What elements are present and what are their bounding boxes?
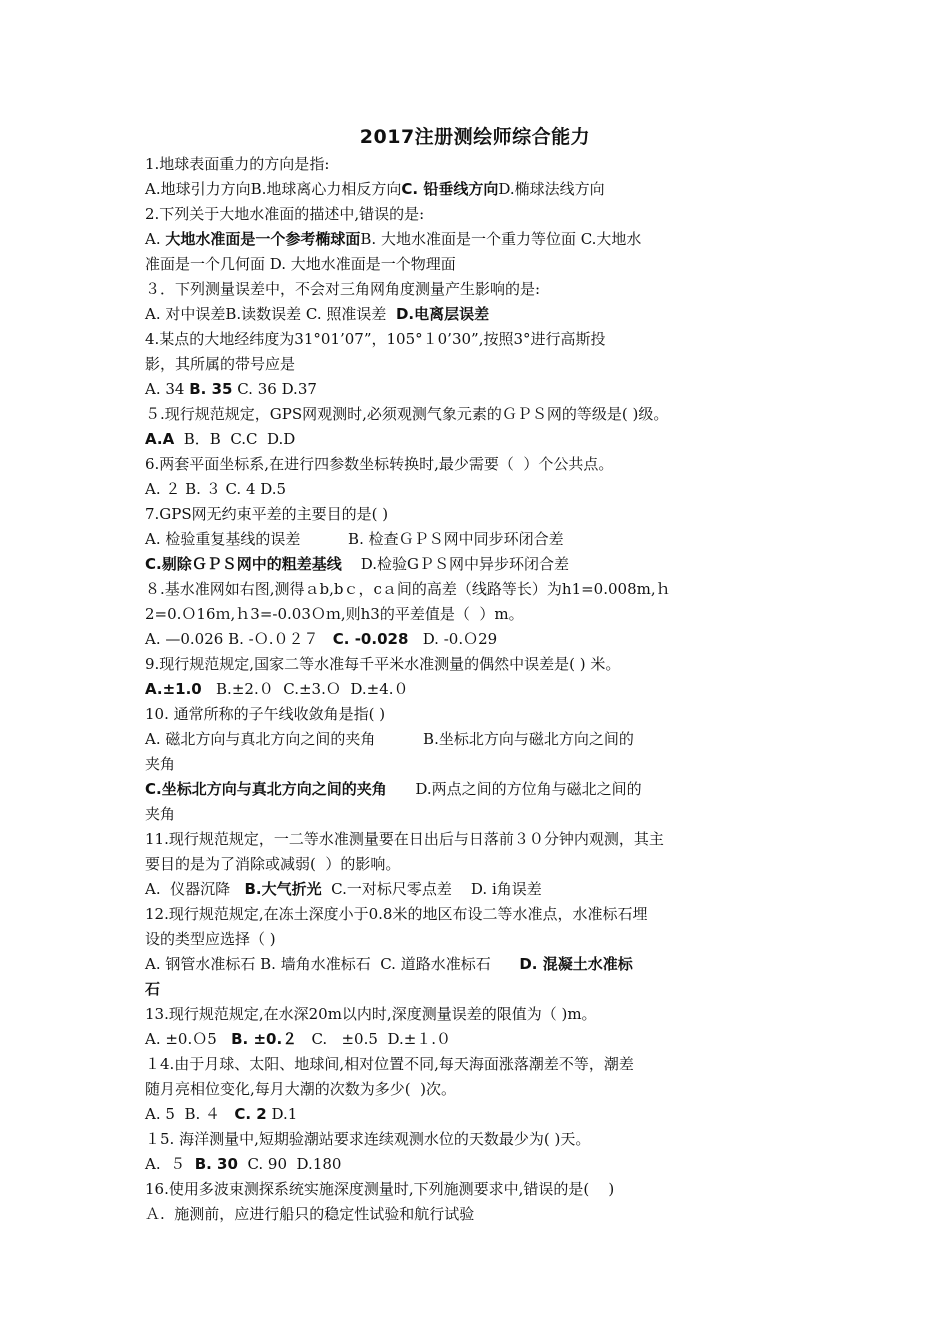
line-text: B. 大地水准面是一个重力等位面 C.大地水: [360, 230, 642, 248]
line-text: A.: [145, 230, 166, 248]
text-line: [145, 402, 805, 427]
line-text: A. 仪器沉降: [145, 880, 245, 898]
text-line: [145, 1052, 805, 1077]
text-line: [145, 177, 805, 202]
text-line: [145, 277, 805, 302]
answer-text: B. 35: [189, 380, 233, 398]
line-text: A. ±0.Ｏ5: [145, 1030, 232, 1048]
line-text: 2=0.Ｏ16ｍ,ｈ3=-0.03Ｏｍ,则h3的平差值是（ ）m。: [145, 605, 524, 623]
line-text: 夹角: [145, 755, 176, 773]
line-text: 准面是一个几何面 D. 大地水准面是一个物理面: [145, 255, 456, 273]
text-line: [145, 477, 805, 502]
line-text: 要目的是为了消除或减弱( ）的影响。: [145, 855, 401, 873]
text-line: [145, 902, 805, 927]
text-line: [145, 1077, 805, 1102]
answer-text: B. 30: [194, 1155, 238, 1173]
answer-text: B. ±0.２: [231, 1030, 298, 1048]
text-line: [145, 827, 805, 852]
line-text: 1.地球表面重力的方向是指:: [145, 155, 330, 173]
line-text: A. 对中误差B.读数误差 C. 照准误差: [145, 305, 396, 323]
line-text: １5. 海洋测量中,短期验潮站要求连续观测水位的天数最少为( )天。: [145, 1130, 591, 1148]
line-text: D.两点之间的方位角与磁北之间的: [386, 780, 642, 798]
answer-text: C. 2: [234, 1105, 267, 1123]
text-line: [145, 777, 805, 802]
text-line: [145, 1202, 805, 1227]
text-line: [145, 727, 805, 752]
line-text: 11.现行规范规定，一二等水准测量要在日出后与日落前３０分钟内观测，其主: [145, 830, 664, 848]
text-line: [145, 577, 805, 602]
text-line: [145, 1152, 805, 1177]
line-text: A.地球引力方向B.地球离心力相反方向: [145, 180, 402, 198]
line-text: A. 磁北方向与真北方向之间的夹角 B.坐标北方向与磁北方向之间的: [145, 730, 634, 748]
line-text: １4.由于月球、太阳、地球间,相对位置不同,每天海面涨落潮差不等，潮差: [145, 1055, 634, 1073]
line-text: 夹角: [145, 805, 176, 823]
line-text: 16.使用多波束测探系统实施深度测量时,下列施测要求中,错误的是( ): [145, 1180, 615, 1198]
text-line: [145, 452, 805, 477]
text-line: [145, 302, 805, 327]
line-text: A. 检验重复基线的误差 B. 检查ＧＰＳ网中同步环闭合差: [145, 530, 564, 548]
text-line: [145, 152, 805, 177]
text-line: [145, 427, 805, 452]
line-text: ５.现行规范规定，GPS网观测时,必须观测气象元素的ＧＰＳ网的等级是( )级。: [145, 405, 669, 423]
text-line: [145, 952, 805, 977]
line-text: B.±2.０ C.±3.Ｏ D.±4.０: [201, 680, 409, 698]
answer-text: C.剔除ＧＰＳ网中的粗差基线: [145, 555, 342, 573]
text-line: [145, 652, 805, 677]
line-text: D.检验GＰＳ网中异步环闭合差: [341, 555, 570, 573]
line-text: 10. 通常所称的子午线收敛角是指( ): [145, 705, 386, 723]
text-line: [145, 227, 805, 252]
text-line: [145, 502, 805, 527]
text-line: [145, 202, 805, 227]
text-line: [145, 927, 805, 952]
text-line: [145, 1027, 805, 1052]
line-text: A. 34: [145, 380, 190, 398]
answer-text: D.电离层误差: [395, 305, 490, 323]
line-text: 4.某点的大地经纬度为31°01’07”，105°１0’30”,按照3°进行高斯投: [145, 330, 606, 348]
text-line: [145, 627, 805, 652]
line-text: 13.现行规范规定,在水深20m以内时,深度测量误差的限值为（ )m。: [145, 1005, 597, 1023]
line-text: 12.现行规范规定,在冻土深度小于0.8米的地区布设二等水准点，水准标石埋: [145, 905, 648, 923]
text-line: [145, 552, 805, 577]
text-line: [145, 527, 805, 552]
answer-text: A.A: [145, 430, 175, 448]
line-text: Ａ. 施测前，应进行船只的稳定性试验和航行试验: [145, 1205, 475, 1223]
text-line: [145, 602, 805, 627]
answer-text: 大地水准面是一个参考椭球面: [165, 230, 361, 248]
line-text: 7.GPS网无约束平差的主要目的是( ): [145, 505, 389, 523]
line-text: A. 钢管水准标石 B. 墙角水准标石 C. 道路水准标石: [145, 955, 520, 973]
line-text: D.1: [266, 1105, 298, 1123]
answer-text: C. -0.028: [332, 630, 409, 648]
text-line: [145, 852, 805, 877]
text-line: [145, 877, 805, 902]
text-line: [145, 702, 805, 727]
text-line: [145, 802, 805, 827]
page-title: 2017注册测绘师综合能力: [359, 126, 591, 148]
answer-text: A.±1.0: [145, 680, 202, 698]
answer-text: B.大气折光: [244, 880, 322, 898]
answer-text: D. 混凝土水准标: [519, 955, 633, 973]
text-line: [145, 1002, 805, 1027]
line-text: B．B C.C D.D: [174, 430, 296, 448]
line-text: C. ±0.5 D.±１.０: [297, 1030, 452, 1048]
answer-text: C.坐标北方向与真北方向之间的夹角: [145, 780, 387, 798]
text-line: [145, 752, 805, 777]
answer-text: C. 铅垂线方向: [401, 180, 499, 198]
line-text: 6.两套平面坐标系,在进行四参数坐标转换时,最少需要（ ）个公共点。: [145, 455, 614, 473]
text-line: [145, 327, 805, 352]
line-text: 9.现行规范规定,国家二等水准每千平米水准测量的偶然中误差是( ) 米。: [145, 655, 621, 673]
line-text: 设的类型应选择（ ): [145, 930, 276, 948]
line-text: D.椭球法线方向: [498, 180, 605, 198]
line-text: 随月亮相位变化,每月大潮的次数为多少( )次。: [145, 1080, 457, 1098]
text-line: [145, 352, 805, 377]
line-text: ８.基水准网如右图,测得ａb,bｃ，cａ间的高差（线路等长）为h1=0.008m,ｈ: [145, 580, 671, 598]
text-line: [145, 377, 805, 402]
line-text: C. 36 D.37: [232, 380, 317, 398]
line-text: 影，其所属的带号应是: [145, 355, 296, 373]
line-text: C.一对标尺零点差 D. i角误差: [321, 880, 542, 898]
line-text: A. —0.026 B. -Ｏ.０２７: [145, 630, 333, 648]
line-text: A. ５: [145, 1155, 195, 1173]
text-line: [145, 677, 805, 702]
document-page: [145, 122, 805, 1227]
text-line: [145, 1102, 805, 1127]
text-line: [145, 252, 805, 277]
line-text: A. 5 B. ４: [145, 1105, 235, 1123]
line-text: ３．下列测量误差中，不会对三角网角度测量产生影响的是:: [145, 280, 541, 298]
line-text: 2.下列关于大地水准面的描述中,错误的是:: [145, 205, 425, 223]
line-text: D. -0.Ｏ29: [408, 630, 498, 648]
text-line: [145, 977, 805, 1002]
question-list: [145, 152, 805, 1227]
text-line: [145, 1177, 805, 1202]
line-text: C. 90 D.180: [237, 1155, 342, 1173]
text-line: [145, 1127, 805, 1152]
answer-text: 石: [145, 980, 161, 998]
line-text: A. ２ B. ３ C. 4 D.5: [145, 480, 287, 498]
